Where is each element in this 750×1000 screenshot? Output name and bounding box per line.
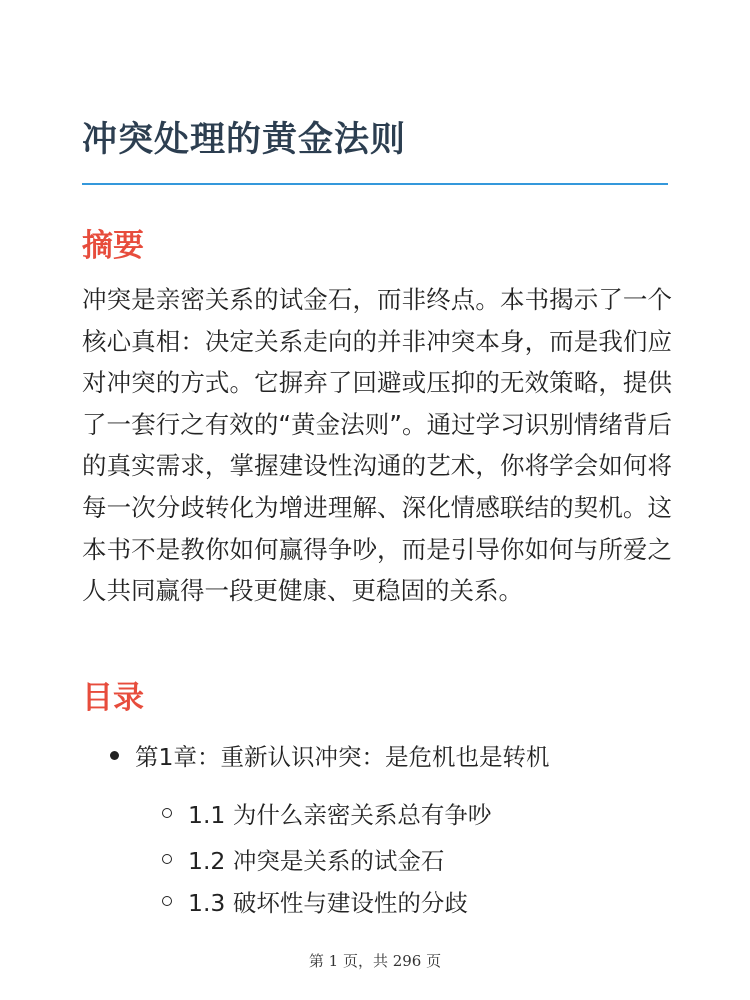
toc-section-1-2[interactable] [162,842,444,876]
toc-section-label: 1.2 冲突是关系的试金石 [188,847,445,875]
toc-section-1-3[interactable] [162,884,468,918]
bullet-circle-icon [162,854,172,864]
toc-section-label: 1.1 为什么亲密关系总有争吵 [188,801,492,829]
abstract-text: 冲突是亲密关系的试金石，而非终点。本书揭示了一个核心真相：决定关系走向的并非冲突本身，而是我们应对冲突的方式。它摒弃了回避或压抑的无效策略，提供了一套行之有效的“黄金法则”。通过学习识别情绪背后的真实需求，掌握建设性沟通的艺术，你将学会如何将每一次分歧转化为增进理解、深化情感联结的契机。这本书不是教你如何赢得争吵，而是引导你如何与所爱之人共同赢得一段更健康、更稳固的关系。 [82,285,672,606]
page-number-footer: 第 1 页，共 296 页 [308,952,442,970]
bullet-disc-icon [110,751,119,760]
document-title: 冲突处理的黄金法则 [82,120,407,160]
abstract-heading: 摘要 [82,228,144,264]
toc-chapter-label: 第1章：重新认识冲突：是危机也是转机 [135,743,550,771]
toc-section-1-1[interactable] [162,796,491,830]
title-divider [82,183,668,185]
toc-section-label: 1.3 破坏性与建设性的分歧 [188,889,468,917]
bullet-circle-icon [162,808,172,818]
toc-heading: 目录 [82,680,144,716]
toc-chapter-1[interactable] [110,738,549,772]
bullet-circle-icon [162,896,172,906]
